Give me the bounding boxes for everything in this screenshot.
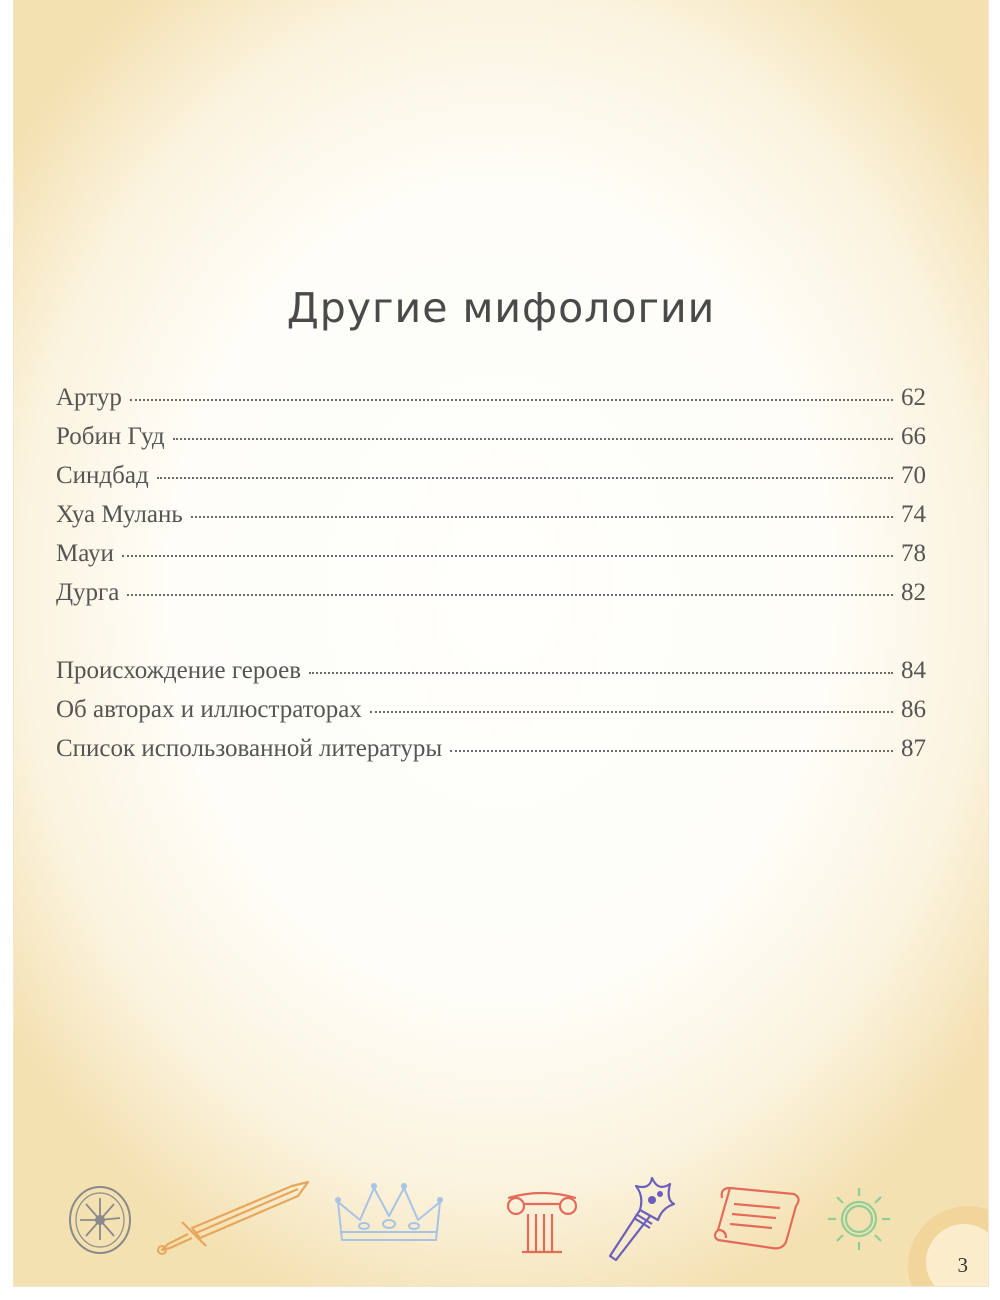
toc-entry-title: Список использованной литературы: [56, 735, 443, 762]
toc-group-appendix: [56, 657, 926, 774]
dot-leader: [191, 516, 893, 518]
toc-entry[interactable]: [56, 735, 926, 774]
sun-icon: [826, 1186, 892, 1252]
toc-entry-title: Происхождение героев: [56, 657, 302, 684]
toc-entry[interactable]: [56, 657, 926, 696]
toc-entry-page: 62: [901, 384, 926, 411]
dot-leader: [127, 594, 893, 596]
toc-entry-title: Хуа Мулань: [56, 501, 183, 528]
dot-leader: [450, 750, 893, 752]
page-title: Другие мифологии: [286, 284, 716, 332]
toc-entry-page: 82: [901, 579, 926, 606]
toc-entry-page: 70: [901, 462, 926, 489]
dot-leader: [370, 711, 893, 713]
toc-entry-title: Робин Гуд: [56, 423, 165, 450]
dot-leader: [309, 672, 893, 674]
dot-leader: [122, 555, 893, 557]
sword-icon: [152, 1176, 314, 1256]
toc-entry-page: 74: [901, 501, 926, 528]
toc-entry-page: 78: [901, 540, 926, 567]
toc-entry-title: Дурга: [56, 579, 120, 606]
toc-entry[interactable]: [56, 462, 926, 501]
toc-group-heroes: [56, 384, 926, 618]
toc-entry-page: 66: [901, 423, 926, 450]
table-of-contents: [56, 384, 926, 774]
column-icon: [502, 1188, 582, 1258]
dot-leader: [157, 477, 893, 479]
toc-entry-title: Мауи: [56, 540, 114, 567]
toc-entry-page: 87: [901, 735, 926, 762]
shell-icon: [64, 1182, 136, 1258]
toc-entry[interactable]: [56, 423, 926, 462]
crown-icon: [334, 1180, 444, 1250]
toc-entry-page: 84: [901, 657, 926, 684]
toc-entry[interactable]: [56, 696, 926, 735]
dot-leader: [130, 399, 893, 401]
toc-entry-page: 86: [901, 696, 926, 723]
toc-entry-title: Синдбад: [56, 462, 149, 489]
decorative-icon-strip: [14, 1170, 988, 1270]
torch-icon: [600, 1170, 684, 1266]
book-page: [14, 0, 988, 1286]
dot-leader: [173, 438, 893, 440]
scroll-icon: [710, 1180, 804, 1256]
toc-entry[interactable]: [56, 384, 926, 423]
toc-entry[interactable]: [56, 540, 926, 579]
toc-entry-title: Об авторах и иллюстраторах: [56, 696, 362, 723]
page-number: 3: [957, 1253, 968, 1277]
toc-entry-title: Артур: [56, 384, 122, 411]
toc-entry[interactable]: [56, 501, 926, 540]
toc-entry[interactable]: [56, 579, 926, 618]
